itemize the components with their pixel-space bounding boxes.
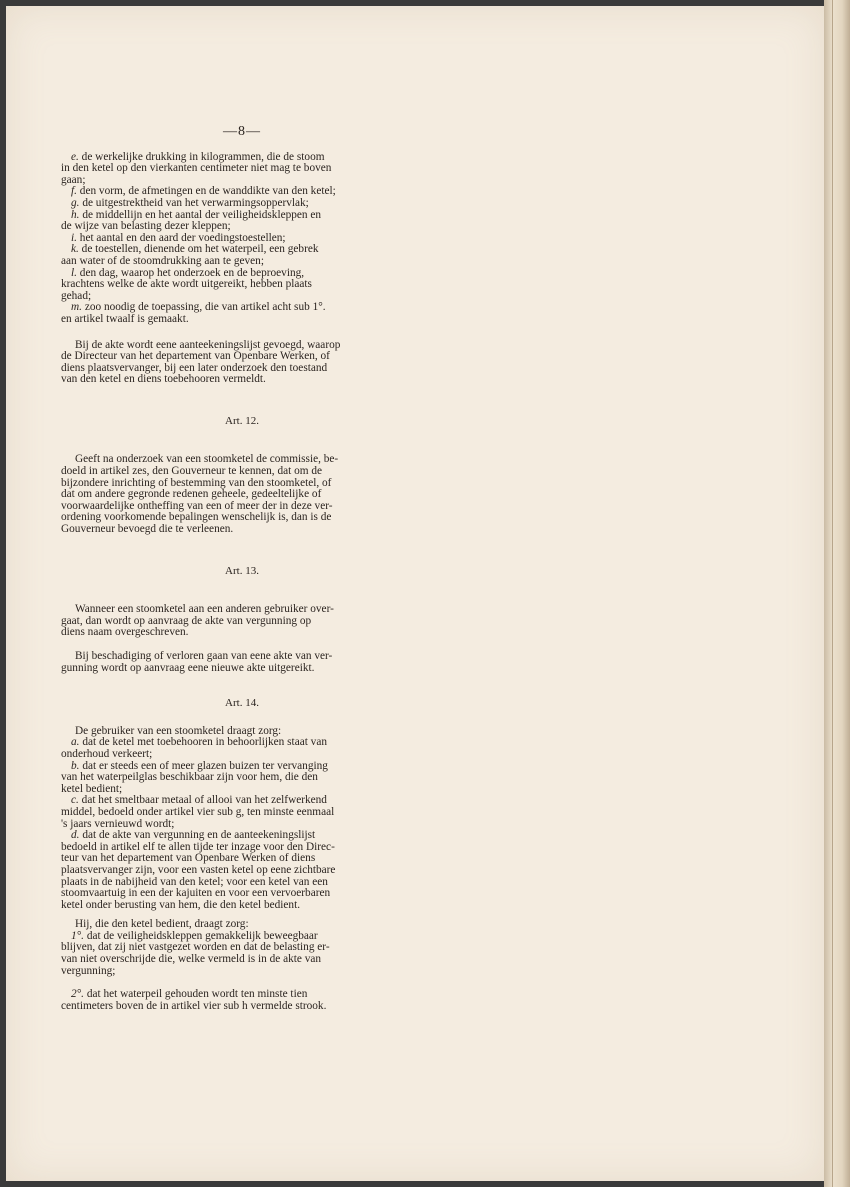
article-14-heading: Art. 14. <box>225 697 259 710</box>
list-item-first-line <box>61 830 423 842</box>
text-line: de Directeur van het departement van Openbare Werken, of <box>61 350 330 363</box>
list-item-line: stoomvaartuig in een der kajuiten en voor een vervoerbaren <box>61 887 331 900</box>
list-item <box>61 268 423 303</box>
list-item-line: teur van het departement van Openbare Werken of diens <box>61 852 316 865</box>
list-item <box>61 931 423 977</box>
list-item-line: de wijze van belasting dezer kleppen; <box>61 220 231 233</box>
article-12-heading: Art. 12. <box>225 414 259 427</box>
list-item-letter: l. <box>71 266 77 279</box>
list-item-line: en artikel twaalf is gemaakt. <box>61 312 189 325</box>
page-edge <box>824 0 850 1187</box>
list-item-letter: m. <box>71 301 82 314</box>
list-item-text: den vorm, de afmetingen en de wanddikte van den ketel; <box>79 185 336 198</box>
list-item-text: dat er steeds een of meer glazen buizen ter vervanging <box>82 759 328 772</box>
list-item-letter: e. <box>71 150 79 163</box>
list-item <box>61 244 423 267</box>
list-item-letter: i. <box>71 231 77 244</box>
list-item <box>61 737 423 760</box>
text-line: ordening voorkomende bepalingen wenschelijk is, dan is de <box>61 511 332 524</box>
list-item-line: gehad; <box>61 289 92 302</box>
text-line: Wanneer een stoomketel aan een anderen gebruiker over- <box>75 603 334 616</box>
page-edge-line <box>832 0 833 1187</box>
document-page <box>6 6 824 1181</box>
list-item-line: in den ketel op den vierkanten centimeter niet mag te boven <box>61 162 332 175</box>
list-item-letter: d. <box>71 829 80 842</box>
list-item-letter: f. <box>71 185 77 198</box>
text-line: gaat, dan wordt op aanvraag de akte van vergunning op <box>61 614 312 627</box>
text-line: bijzondere inrichting of bestemming van den stoomketel, of <box>61 476 332 489</box>
text-line: Geeft na onderzoek van een stoomketel de commissie, be- <box>75 453 339 466</box>
text-line: Bij beschadiging of verloren gaan van eene akte van ver- <box>75 650 333 662</box>
list-item-letter: a. <box>71 736 80 749</box>
list-item-text: zoo noodig de toepassing, die van artikel acht sub 1°. <box>84 301 326 314</box>
article-14-items <box>61 737 423 911</box>
list-item-line: 's jaars vernieuwd wordt; <box>61 817 175 830</box>
list-item-letter: c. <box>71 794 79 807</box>
list-item-text: dat het smeltbaar metaal of allooi van het zelfwerkend <box>81 794 327 807</box>
list-item-text: dat de veiligheidskleppen gemakkelijk beweegbaar <box>86 929 318 942</box>
list-item-letter: b. <box>71 759 80 772</box>
list-item <box>61 830 423 911</box>
page-number: —8— <box>223 124 261 139</box>
list-item <box>61 795 423 830</box>
list-item-text: de toestellen, dienende om het waterpeil, een gebrek <box>81 243 319 256</box>
text-line: voorwaardelijke ontheffing van een of meer der in deze ver- <box>61 499 333 512</box>
list-item-letter: 1°. <box>71 929 84 942</box>
text-line: van den ketel en diens toebehooren vermeldt. <box>61 373 266 386</box>
list-item-line: van niet overschrijde die, welke vermeld is in de akte van <box>61 953 322 966</box>
list-item <box>61 761 423 796</box>
list-item-text: de uitgestrektheid van het verwarmingsoppervlak; <box>82 196 309 209</box>
paragraph-bijlage <box>61 340 423 386</box>
list-item <box>61 989 423 1012</box>
list-item-line: gaan; <box>61 173 86 186</box>
list-item-line: plaats in de nabijheid van den ketel; voor een ketel van een <box>61 875 328 888</box>
list-item-line: bedoeld in artikel elf te allen tijde ter inzage voor den Direc- <box>61 840 335 853</box>
article-14-intro-2-text: Hij, die den ketel bedient, draagt zorg: <box>75 918 249 931</box>
list-item-line: centimeters boven de in artikel vier sub h vermelde strook. <box>61 999 327 1012</box>
list-item-line: krachtens welke de akte wordt uitgereikt, hebben plaats <box>61 278 312 291</box>
list-item-text: dat het waterpeil gehouden wordt ten minste tien <box>86 988 308 1001</box>
list-item-text: dat de ketel met toebehooren in behoorlijken staat van <box>82 736 327 749</box>
text-line: dat om andere gegronde redenen geheele, gedeeltelijke of <box>61 488 322 501</box>
list-item-line: ketel onder berusting van hem, die den ketel bedient. <box>61 898 301 911</box>
list-item-text: het aantal en den aard der voedingstoestellen; <box>79 231 286 244</box>
list-item-letter: k. <box>71 243 79 256</box>
list-item-line: ketel bedient; <box>61 782 123 795</box>
text-line: Bij de akte wordt eene aanteekeningslijst gevoegd, waarop <box>75 338 341 351</box>
text-line: doeld in artikel zes, den Gouverneur te kennen, dat om de <box>61 465 322 478</box>
list-item-line: van het waterpeilglas beschikbaar zijn voor hem, die den <box>61 771 318 784</box>
list-item-line: aan water of de stoomdrukking aan te geven; <box>61 254 264 267</box>
text-line: diens plaatsvervanger, bij een later onderzoek den toestand <box>61 361 328 374</box>
list-item <box>61 152 423 187</box>
list-item-letter: h. <box>71 208 80 221</box>
list-item-line: vergunning; <box>61 964 116 977</box>
list-item-letter: g. <box>71 196 80 209</box>
article-14-intro-text: De gebruiker van een stoomketel draagt zorg: <box>75 724 282 737</box>
article-14-items-2 <box>61 931 423 1013</box>
article-12-paragraph <box>61 454 423 535</box>
list-item-line: onderhoud verkeert; <box>61 747 153 760</box>
text-line: gunning wordt op aanvraag eene nieuwe akte uitgereikt. <box>61 661 315 674</box>
text-line: Gouverneur bevoegd die te verleenen. <box>61 523 234 536</box>
list-art11 <box>61 152 423 326</box>
list-item-text: de middellijn en het aantal der veiligheidskleppen en <box>82 208 322 221</box>
list-item-line: middel, bedoeld onder artikel vier sub g, ten minste eenmaal <box>61 805 335 818</box>
list-item-line: blijven, dat zij niet vastgezet worden en dat de belasting er- <box>61 941 330 954</box>
article-13-paragraph-2 <box>61 651 423 674</box>
list-item-line: plaatsvervanger zijn, voor een vasten ketel op eene zichtbare <box>61 863 336 876</box>
article-13-paragraph-1 <box>61 604 423 639</box>
list-item <box>61 302 423 325</box>
article-13-heading: Art. 13. <box>225 564 259 577</box>
text-line: diens naam overgeschreven. <box>61 626 189 639</box>
list-item-letter: 2°. <box>71 988 84 1001</box>
document-text <box>61 126 423 1018</box>
list-item-text: dat de akte van vergunning en de aanteekeningslijst <box>82 829 316 842</box>
list-item-text: de werkelijke drukking in kilogrammen, die de stoom <box>81 150 325 163</box>
list-item <box>61 210 423 233</box>
list-item-text: den dag, waarop het onderzoek en de beproeving, <box>79 266 305 279</box>
